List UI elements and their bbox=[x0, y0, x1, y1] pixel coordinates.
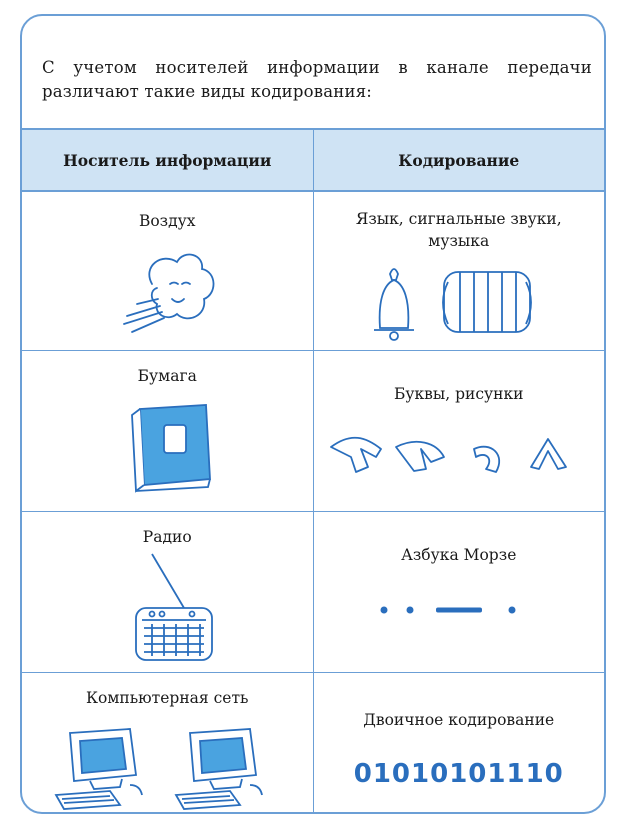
table-row bbox=[22, 512, 604, 673]
coding-label: Двоичное кодирование bbox=[363, 711, 555, 729]
coding-cell bbox=[314, 192, 605, 350]
computers-icon bbox=[50, 725, 290, 814]
table-header bbox=[22, 128, 604, 192]
coding-cell bbox=[314, 512, 605, 672]
carrier-cell bbox=[22, 351, 314, 511]
coding-table bbox=[22, 128, 604, 814]
table-row bbox=[22, 351, 604, 512]
binary-code: 01010101110 bbox=[353, 759, 564, 789]
radio-icon bbox=[122, 552, 222, 664]
coding-label: Язык, сигнальные звуки, музыка bbox=[355, 210, 562, 250]
morse-code-icon bbox=[374, 600, 544, 620]
carrier-cell bbox=[22, 512, 314, 672]
table-row bbox=[22, 673, 604, 814]
carrier-cell bbox=[22, 192, 314, 350]
carrier-label: Радио bbox=[142, 528, 192, 546]
wind-face-icon bbox=[122, 244, 222, 339]
carrier-label: Бумага bbox=[137, 367, 197, 385]
coding-cell bbox=[314, 673, 605, 814]
ancient-letters-icon bbox=[326, 427, 596, 487]
coding-label: Азбука Морзе bbox=[401, 546, 517, 564]
carrier-cell bbox=[22, 673, 314, 814]
header-carrier: Носитель информации bbox=[22, 130, 314, 190]
table-row bbox=[22, 192, 604, 351]
coding-cell bbox=[314, 351, 605, 511]
intro-text: С учетом носителей информации в канале передачи различают такие виды кодирования: bbox=[42, 58, 592, 101]
header-coding: Кодирование bbox=[398, 150, 520, 170]
carrier-label: Компьютерная сеть bbox=[86, 689, 249, 707]
coding-label: Буквы, рисунки bbox=[393, 385, 524, 403]
book-icon bbox=[122, 401, 218, 497]
content-frame bbox=[20, 14, 606, 814]
bell-accordion-icon bbox=[360, 260, 550, 342]
carrier-label: Воздух bbox=[138, 212, 196, 230]
